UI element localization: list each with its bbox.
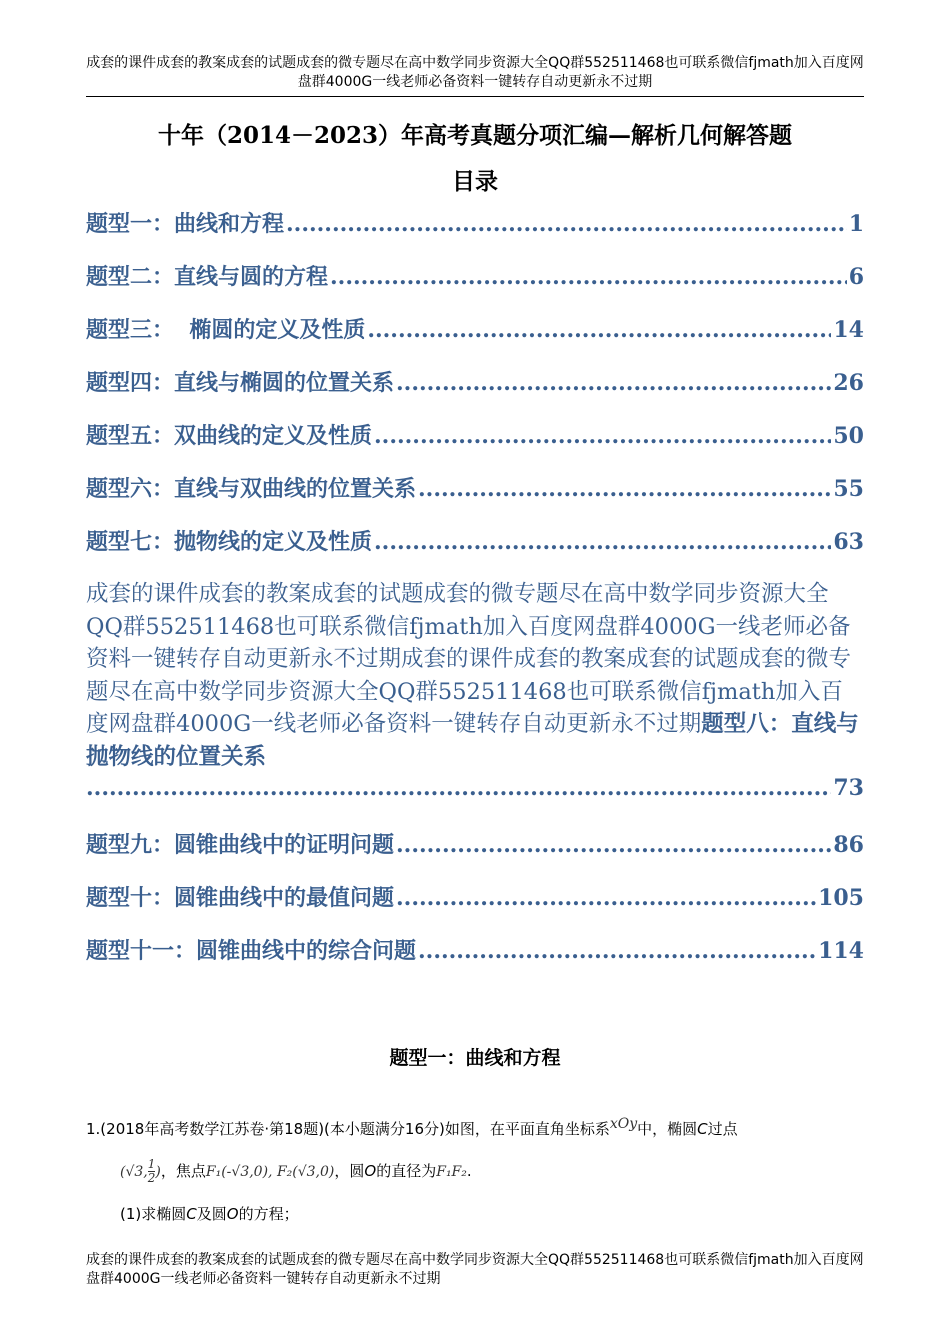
toc-entry[interactable]	[86, 260, 864, 313]
toc-entry-label: 题型二：直线与圆的方程	[86, 264, 329, 290]
table-of-contents	[86, 207, 864, 578]
toc-entry-page: 55	[833, 476, 864, 502]
toc-entry[interactable]	[86, 313, 864, 366]
question-text: 的直径为	[376, 1162, 437, 1180]
fraction-denominator: 2	[147, 1171, 156, 1185]
toc-entry-page: 63	[833, 529, 864, 555]
math-coord-system: xOy	[609, 1116, 638, 1132]
toc-entry-page: 114	[818, 938, 864, 964]
question-text: (1)求椭圆	[120, 1205, 187, 1223]
math-var: C	[186, 1205, 197, 1223]
question-text: ，焦点	[160, 1162, 206, 1180]
toc-leader	[374, 529, 831, 555]
math-var: O	[226, 1205, 239, 1223]
question-text: 及圆	[196, 1205, 227, 1223]
toc-entry[interactable]	[86, 934, 864, 987]
question-text: 中，椭圆	[637, 1120, 698, 1138]
question-text: .	[466, 1162, 472, 1180]
toc-heading: 目录	[452, 168, 498, 195]
toc-entry-label: 题型五：双曲线的定义及性质	[86, 423, 373, 449]
math-point: (√3,	[120, 1164, 148, 1180]
toc-leader	[396, 832, 831, 858]
toc-entry[interactable]	[86, 366, 864, 419]
toc-entry[interactable]	[86, 472, 864, 525]
toc-entry-page: 50	[833, 423, 864, 449]
toc-entry-label-inline[interactable]: 题型八：直线与抛物线的位置关系	[86, 711, 859, 770]
toc-entry-label: 题型三： 椭圆的定义及性质	[86, 317, 366, 343]
toc-entry-label: 题型十：圆锥曲线中的最值问题	[86, 885, 395, 911]
question-text: 过点	[707, 1120, 738, 1138]
toc-entry-page: 26	[833, 370, 864, 396]
toc-entry-label: 题型九：圆锥曲线中的证明问题	[86, 832, 395, 858]
question-text: 的方程；	[238, 1205, 299, 1223]
math-point-close: )	[155, 1164, 161, 1180]
question-line-2	[120, 1158, 898, 1185]
toc-entry-page: 14	[833, 317, 864, 343]
page-footer: 成套的课件成套的教案成套的试题成套的微专题尽在高中数学同步资源大全QQ群552511468也可联系微信fjmath加入百度网盘群4000G一线老师必备资料一键转存自动更新永不过期	[86, 1252, 864, 1287]
fraction-numerator: 1	[147, 1157, 156, 1171]
toc-leader	[396, 370, 831, 396]
math-f1f2: F₁F₂	[436, 1164, 467, 1180]
toc-leader	[367, 317, 831, 343]
header-divider	[86, 96, 864, 97]
math-var: C	[697, 1120, 708, 1138]
question-line-1	[86, 1113, 864, 1140]
table-of-contents-continued	[86, 775, 864, 987]
toc-leader	[374, 423, 831, 449]
toc-entry[interactable]	[86, 207, 864, 260]
section-title: 题型一：曲线和方程	[389, 1047, 561, 1069]
toc-entry-label: 题型四：直线与椭圆的位置关系	[86, 370, 395, 396]
math-foci: F₁(-√3,0), F₂(√3,0)	[205, 1164, 335, 1180]
toc-entry-page: 1	[848, 211, 864, 237]
toc-leader	[86, 775, 831, 801]
toc-entry-label: 题型七：抛物线的定义及性质	[86, 529, 373, 555]
toc-entry[interactable]	[86, 525, 864, 578]
toc-entry-label: 题型十一：圆锥曲线中的综合问题	[86, 938, 417, 964]
toc-leader	[330, 264, 847, 290]
page-header: 成套的课件成套的教案成套的试题成套的微专题尽在高中数学同步资源大全QQ群552511468也可联系微信fjmath加入百度网盘群4000G一线老师必备资料一键转存自动更新永不过期	[86, 55, 864, 90]
question-text: 1.(2018年高考数学江苏卷·第18题)(本小题满分16分)如图，在平面直角坐标系	[86, 1120, 610, 1138]
toc-leader	[396, 885, 816, 911]
toc-entry-page: 73	[833, 775, 864, 801]
toc-entry[interactable]	[86, 419, 864, 472]
toc-leader	[418, 938, 816, 964]
promo-text: 成套的课件成套的教案成套的试题成套的微专题尽在高中数学同步资源大全QQ群552511468也可联系微信fjmath加入百度网盘群4000G一线老师必备资料一键转存自动更新永不过期成套的课件成套的教案成套的试题成套的微专题尽在高中数学同步资源大全QQ群552511468也可联系微信fjmath加入百度网盘群4000G一线老师必备资料一键转存自动更新永不过期	[86, 581, 852, 737]
math-var: O	[364, 1162, 377, 1180]
toc-leader	[418, 476, 831, 502]
toc-entry-page: 86	[833, 832, 864, 858]
toc-entry[interactable]	[86, 881, 864, 934]
toc-leader	[286, 211, 847, 237]
document-title: 十年（2014－2023）年高考真题分项汇编—解析几何解答题	[157, 122, 793, 149]
question-line-3	[120, 1203, 898, 1225]
toc-entry-page: 6	[848, 264, 864, 290]
toc-entry-label: 题型六：直线与双曲线的位置关系	[86, 476, 417, 502]
toc-entry[interactable]	[86, 775, 864, 828]
toc-entry-label: 题型一：曲线和方程	[86, 211, 285, 237]
toc-entry-page: 105	[818, 885, 864, 911]
toc-entry[interactable]	[86, 828, 864, 881]
question-text: ，圆	[334, 1162, 365, 1180]
promo-paragraph	[86, 578, 864, 773]
